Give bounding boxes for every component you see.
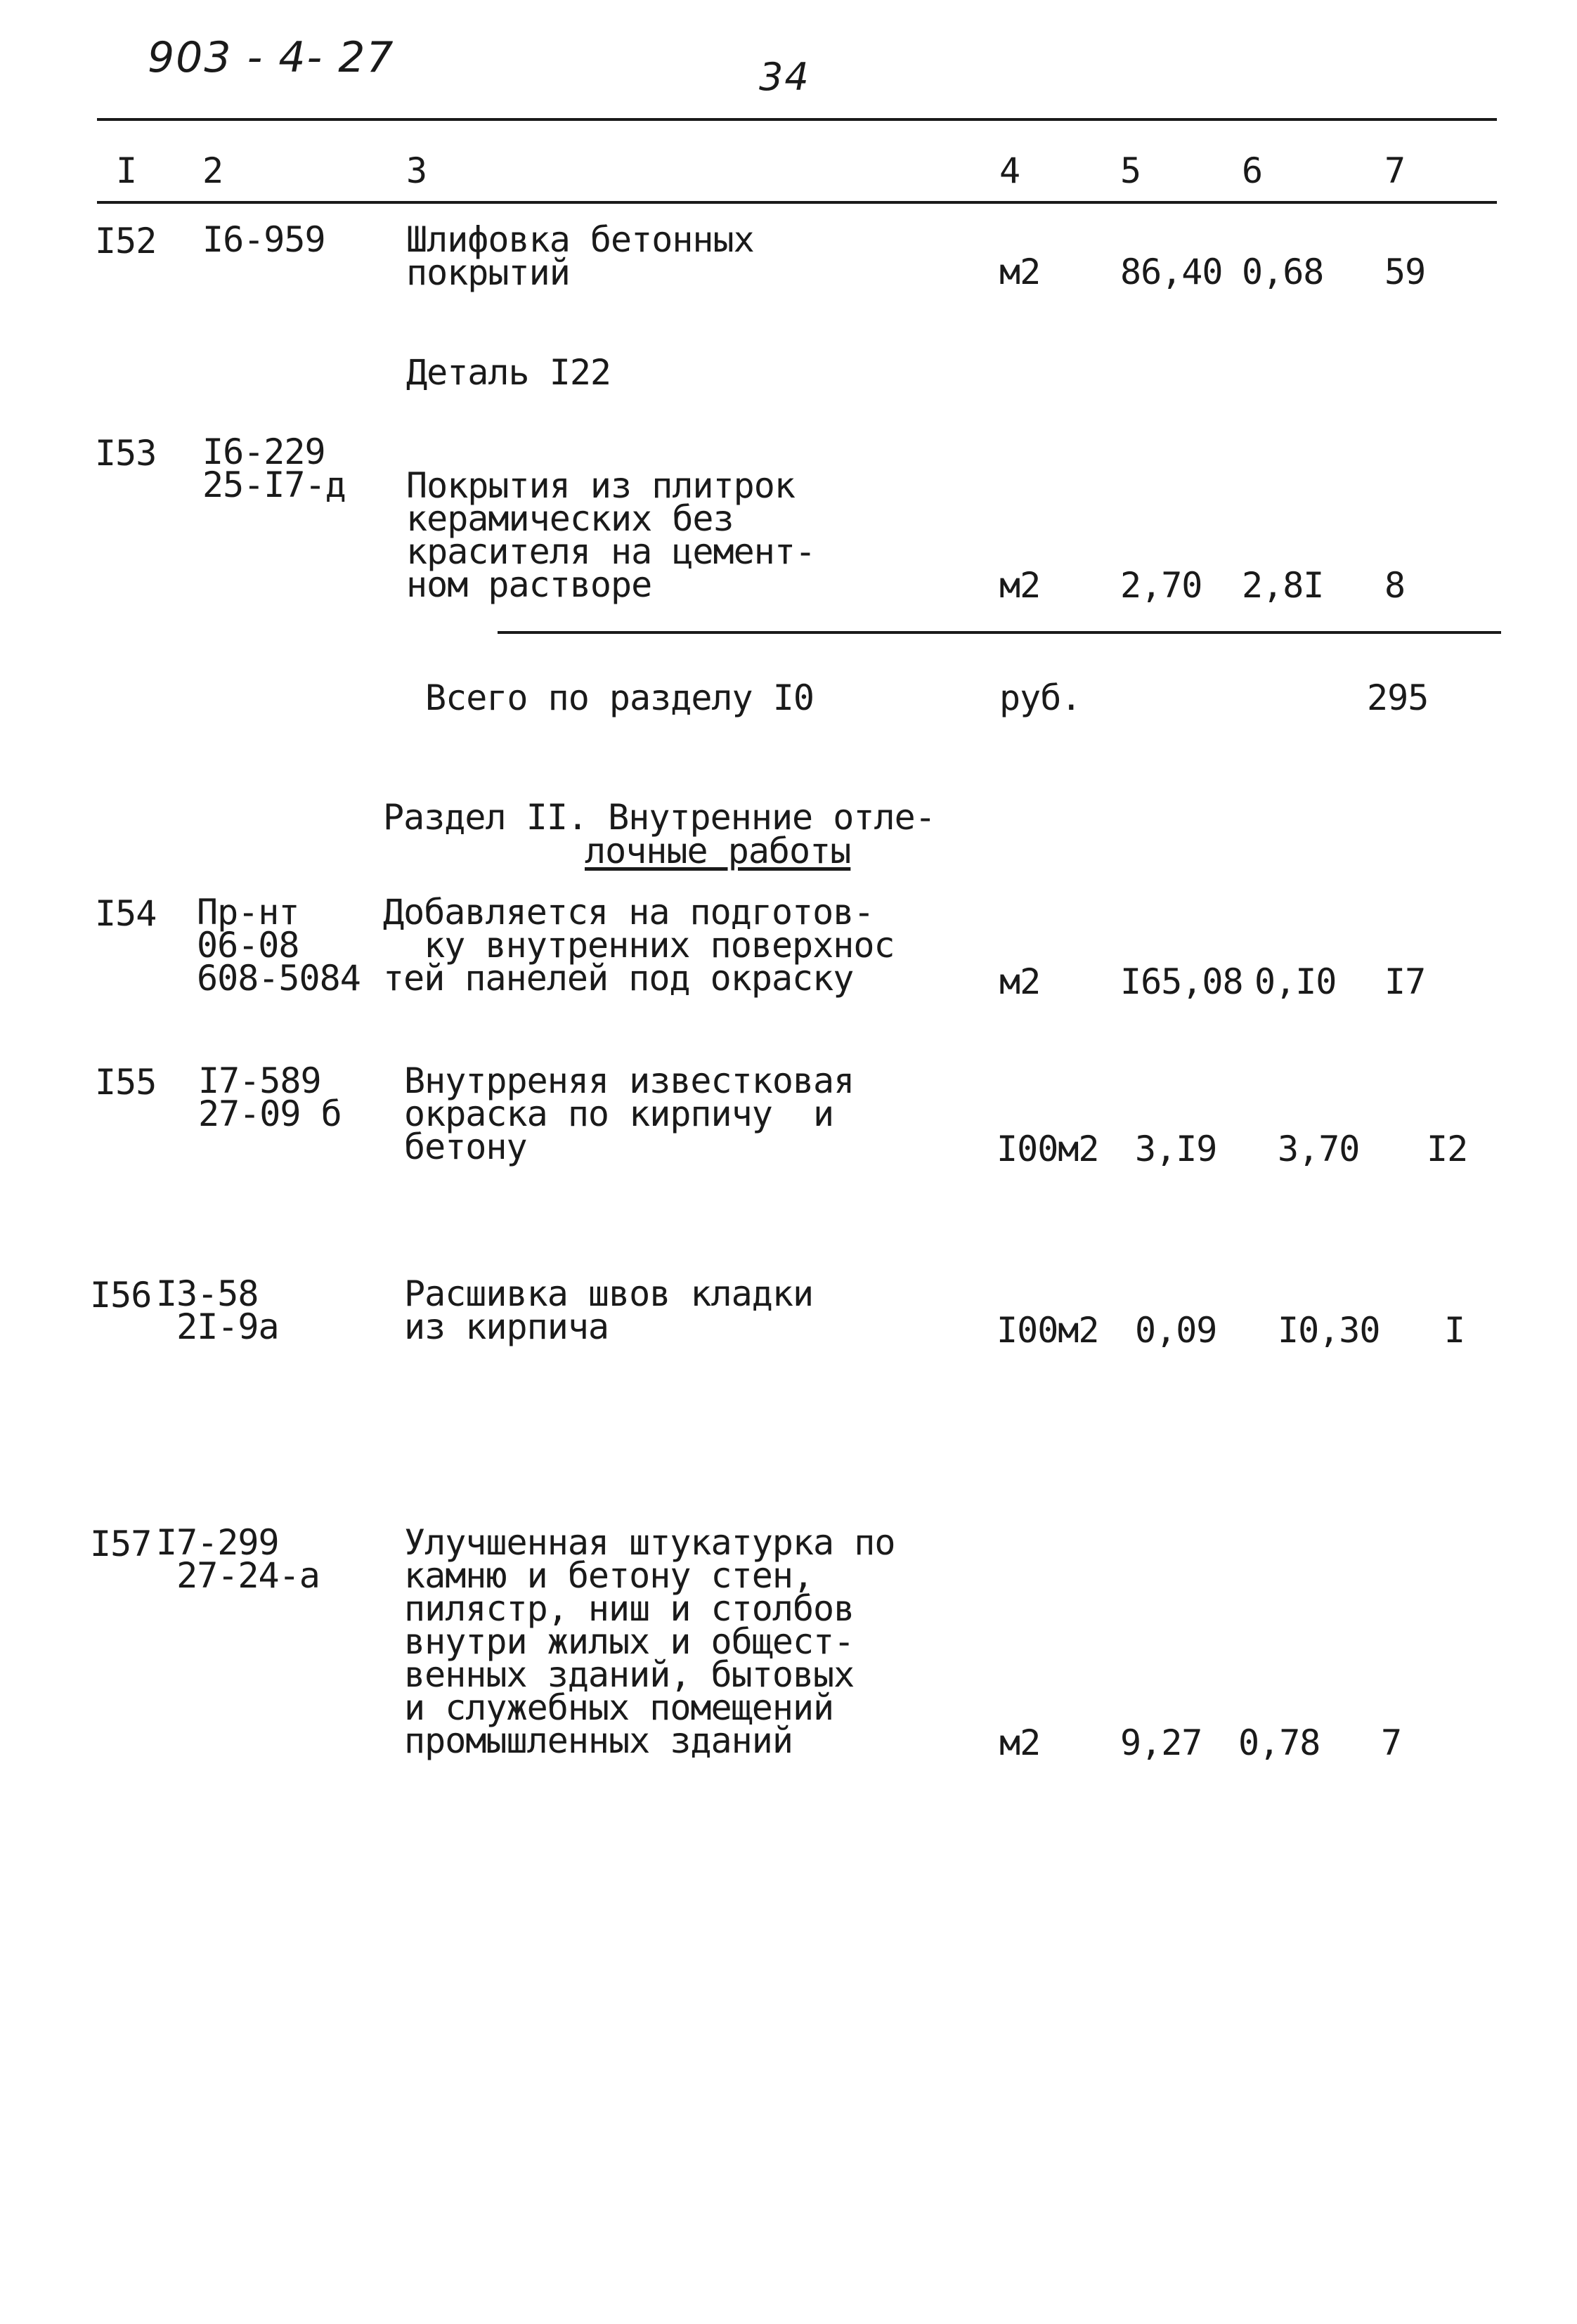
column-number: I: [116, 150, 137, 191]
norm-code: I7-589 27-09 б: [198, 1060, 342, 1134]
detail-label: Деталь I22: [406, 352, 611, 393]
norm-code: I6-229 25-I7-д: [202, 431, 346, 505]
section-total-label: Всего по разделу I0: [425, 677, 814, 718]
column-number: 3: [406, 150, 427, 191]
norm-code: I6-959: [202, 219, 325, 260]
work-description: Внутрреняя известковая окраска по кирпичу и бетону: [404, 1060, 855, 1167]
total: I2: [1427, 1129, 1468, 1169]
row-number: I57: [90, 1524, 152, 1564]
section-heading-subtitle: лочные работы: [585, 831, 851, 871]
column-number: 7: [1384, 150, 1406, 191]
total: 8: [1384, 565, 1406, 606]
column-number: 6: [1242, 150, 1263, 191]
header-bottom-rule: [97, 201, 1497, 204]
column-number: 2: [202, 150, 223, 191]
unit: м2: [999, 565, 1041, 606]
quantity: 2,70: [1120, 565, 1202, 606]
unit: м2: [999, 252, 1041, 292]
unit-price: I0,30: [1278, 1310, 1380, 1351]
quantity: 3,I9: [1135, 1129, 1217, 1169]
page-number: 34: [759, 55, 810, 99]
row-number: I55: [95, 1062, 157, 1103]
norm-code: I7-299 27-24-а: [156, 1522, 320, 1596]
norm-code: I3-58 2I-9а: [156, 1273, 279, 1347]
column-number: 5: [1120, 150, 1141, 191]
work-description: Добавляется на подготов- ку внутренних поверхнос тей панелей под окраску: [383, 892, 895, 999]
row-number: I52: [95, 221, 157, 261]
unit: м2: [999, 1722, 1041, 1763]
document-code: 903 - 4- 27: [148, 33, 395, 82]
work-description: Расшивка швов кладки из кирпича: [404, 1273, 814, 1347]
total: I7: [1384, 961, 1426, 1002]
unit-price: 0,I0: [1254, 961, 1337, 1002]
unit-price: 2,8I: [1242, 565, 1324, 606]
unit: I00м2: [997, 1310, 1099, 1351]
subtotal-rule: [498, 631, 1501, 634]
unit-price: 0,78: [1238, 1722, 1320, 1763]
row-number: I53: [95, 433, 157, 474]
work-description: Покрытия из плитрок керамических без красителя на цемент- ном растворе: [406, 465, 816, 605]
work-description: Улучшенная штукатурка по камню и бетону стен, пилястр, ниш и столбов внутри жилых и общест- венных зданий, бытовых и служебных помещений промышленных зданий: [404, 1522, 895, 1761]
unit-price: 3,70: [1278, 1129, 1360, 1169]
unit: I00м2: [997, 1129, 1099, 1169]
section-heading: Раздел II. Внутренние отле-: [383, 797, 935, 838]
total: 7: [1381, 1722, 1402, 1763]
total: 59: [1384, 252, 1426, 292]
total: I: [1444, 1310, 1465, 1351]
work-description: Шлифовка бетонных покрытий: [406, 219, 754, 293]
quantity: 9,27: [1120, 1722, 1202, 1763]
row-number: I54: [95, 893, 157, 934]
row-number: I56: [90, 1275, 152, 1316]
quantity: 86,40: [1120, 252, 1223, 292]
norm-code: Пр-нт 06-08 608-5084: [197, 892, 361, 999]
quantity: I65,08: [1120, 961, 1243, 1002]
quantity: 0,09: [1135, 1310, 1217, 1351]
section-total-value: 295: [1367, 677, 1429, 718]
section-total-unit: руб.: [999, 677, 1082, 718]
column-number: 4: [999, 150, 1020, 191]
unit-price: 0,68: [1242, 252, 1324, 292]
header-top-rule: [97, 118, 1497, 121]
unit: м2: [999, 961, 1041, 1002]
